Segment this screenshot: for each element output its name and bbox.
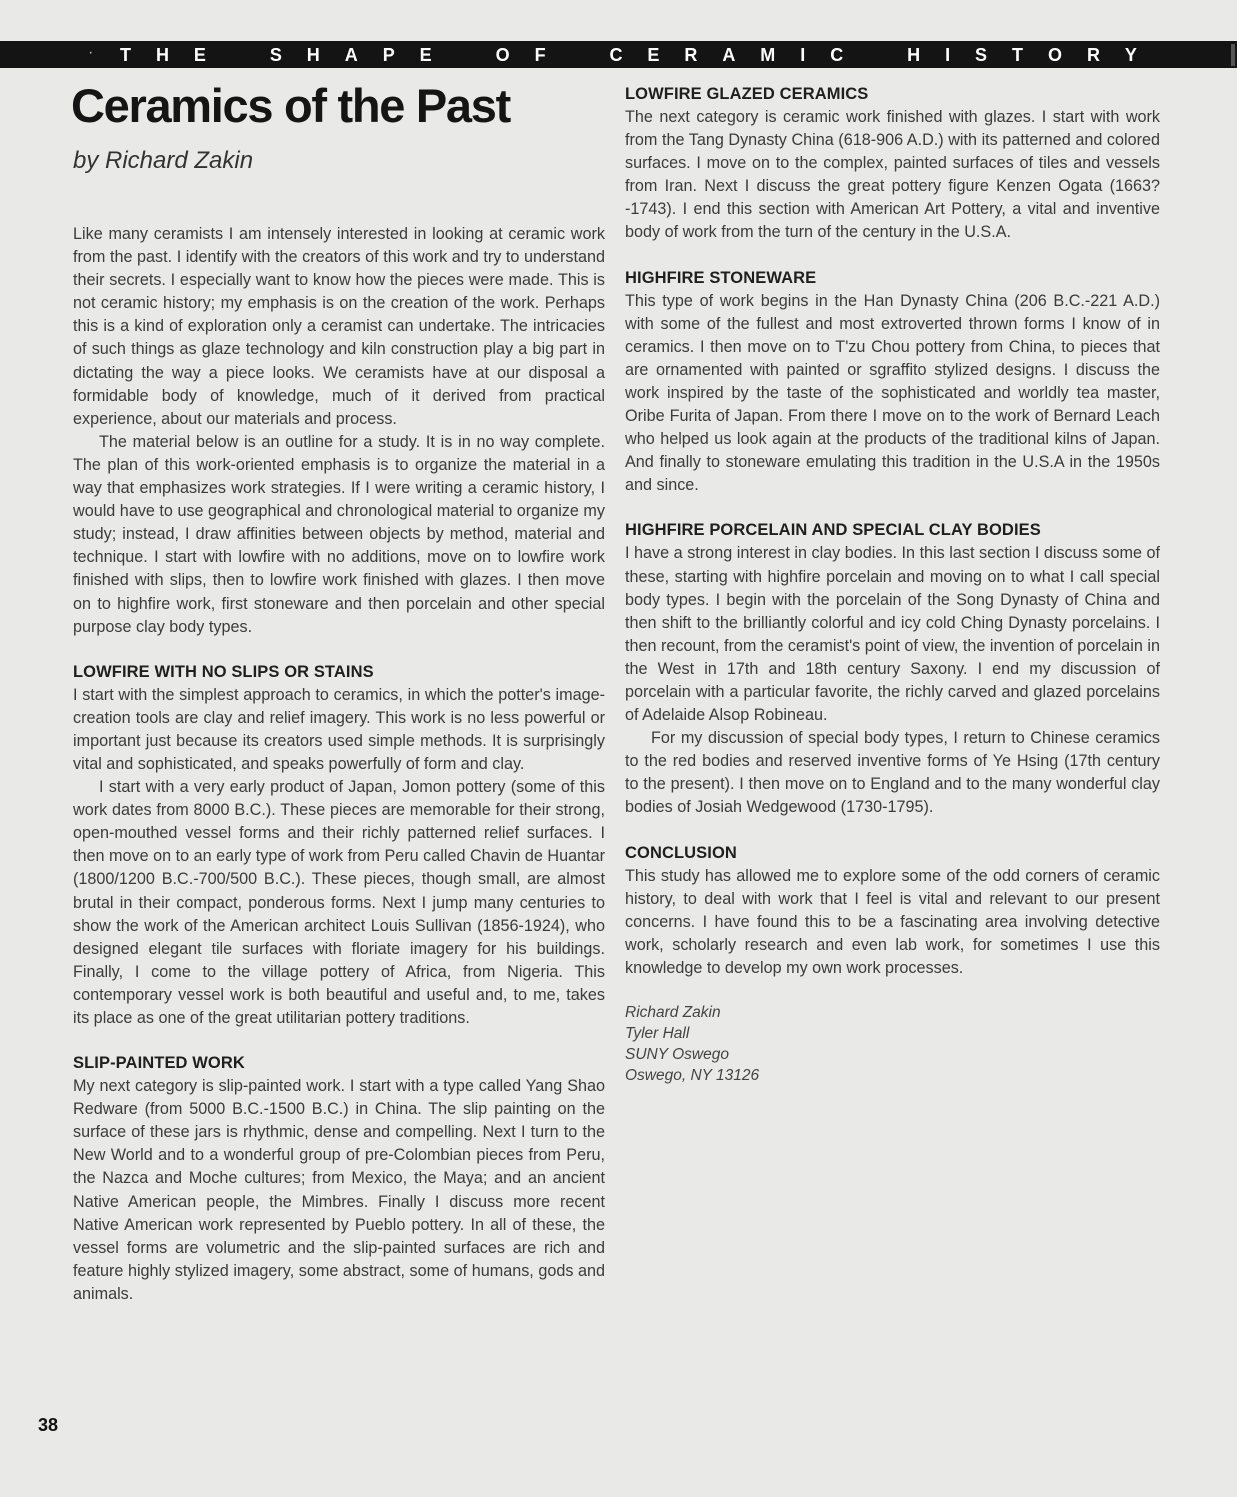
section-paragraph: This type of work begins in the Han Dynasty China (206 B.C.-221 A.D.) with some of the fullest and most extroverted thrown forms I know of in ceramics. I then move on to T'zu Chou pottery from China, to pieces that are ornamented with painted or sgraffito stylized designs. I discuss the work inspired by the taste of the sophisticated and worldly tea master, Oribe Furita of Japan. From there I move on to the work of Bernard Leach who helped us look again at the products of the traditional kilns of Japan. And finally to stoneware emulating this tradition in the U.S.A in the 1950s and since. bbox=[625, 291, 1160, 495]
section-paragraph: I have a strong interest in clay bodies. In this last section I discuss some of these, starting with highfire porcelain and moving on to what I call special body types. I begin with the porcelain of the Song Dynasty of China and then shift to the brilliantly colorful and icy cold Ching Dynasty porcelains. I then recount, from the ceramist's point of view, the invention of porcelain in the West in 17th and 18th century Saxony. I end my discussion of porcelain with a particular favorite, the richly carved and glazed porcelains of Adelaide Alsop Robineau. bbox=[625, 544, 1160, 725]
banner-title bbox=[120, 45, 1137, 65]
banner-letter: C bbox=[830, 45, 844, 65]
banner-letter: E bbox=[647, 45, 660, 65]
author-signature bbox=[625, 1002, 1160, 1086]
banner-letter: T bbox=[1012, 45, 1024, 65]
right-column bbox=[625, 83, 1160, 1086]
banner-letter: Y bbox=[1124, 45, 1137, 65]
section-lowfire-glazed bbox=[625, 83, 1160, 245]
banner-letter: S bbox=[975, 45, 988, 65]
section-heading: SLIP-PAINTED WORK bbox=[73, 1054, 245, 1073]
section-paragraph: This study has allowed me to explore some of the odd corners of ceramic history, to deal with work that I feel is vital and relevant to our present concerns. I have found this to be a fascinating area involving detective work, scholarly research and even lab work, for sometimes I use this knowledge to develop my own work processes. bbox=[625, 866, 1160, 977]
banner-letter: T bbox=[120, 45, 131, 65]
banner-letter: A bbox=[722, 45, 736, 65]
banner-letter: C bbox=[609, 45, 623, 65]
article-byline: by Richard Zakin bbox=[73, 147, 254, 174]
banner-letter: A bbox=[344, 45, 358, 65]
banner-word-gap bbox=[231, 45, 245, 65]
section-lowfire-no-slips bbox=[73, 661, 605, 1030]
banner-letter: E bbox=[193, 45, 206, 65]
section-highfire-stoneware bbox=[625, 267, 1160, 498]
section-heading: LOWFIRE GLAZED CERAMICS bbox=[625, 85, 869, 103]
banner-letter: R bbox=[684, 45, 698, 65]
banner-letter: R bbox=[1086, 45, 1100, 65]
banner-letter: I bbox=[800, 45, 806, 65]
signature-line: Oswego, NY 13126 bbox=[625, 1067, 760, 1084]
section-paragraph: I start with the simplest approach to ceramics, in which the potter's image-creation tools are clay and relief imagery. This work is no less powerful or important just because its creators used simple methods. It is surprisingly vital and sophisticated, and speaks powerfully of form and clay. bbox=[73, 685, 605, 773]
banner-letter: O bbox=[1047, 45, 1062, 65]
article-title: Ceramics of the Past bbox=[71, 79, 510, 132]
section-paragraph: I start with a very early product of Japan, Jomon pottery (some of this work dates from 8000 B.C.). These pieces are memorable for their strong, open-mouthed vessel forms and their richly patterned relief surfaces. I then move on to an early type of work from Peru called Chavin de Huantar (1800/1200 B.C.-700/500 B.C.). These pieces, though small, are almost brutal in their compact, ponderous forms. Next I jump many centuries to show the work of the American architect Louis Sullivan (1856-1924), who designed elegant tile surfaces with floriate imagery for his buildings. Finally, I come to the village pottery of Africa, from Nigeria. This contemporary vessel work is both beautiful and useful and, to me, takes its place as one of the great utilitarian pottery traditions. bbox=[73, 778, 605, 1027]
banner-letter: S bbox=[269, 45, 282, 65]
section-slip-painted bbox=[73, 1052, 605, 1306]
banner-letter: E bbox=[419, 45, 432, 65]
banner-dot: · bbox=[88, 44, 94, 61]
section-heading: CONCLUSION bbox=[625, 843, 737, 862]
banner-letter: P bbox=[382, 45, 395, 65]
section-highfire-porcelain bbox=[625, 519, 1160, 819]
section-heading: LOWFIRE WITH NO SLIPS OR STAINS bbox=[73, 662, 374, 681]
edge-mark bbox=[1231, 44, 1235, 66]
signature-line: Tyler Hall bbox=[625, 1025, 690, 1042]
banner-letter: F bbox=[534, 45, 546, 65]
banner-word-gap bbox=[457, 45, 471, 65]
section-heading: HIGHFIRE PORCELAIN AND SPECIAL CLAY BODIES bbox=[625, 521, 1041, 540]
section-conclusion bbox=[625, 842, 1160, 980]
left-column bbox=[73, 223, 605, 1306]
intro-paragraph: The material below is an outline for a study. It is in no way complete. The plan of this work-oriented emphasis is to organize the material in a way that emphasizes work strategies. If I were writing a ceramic history, I would have to use geographical and chronological material to organize my study; instead, I draw affinities between objects by method, material and technique. I start with lowfire with no additions, move on to lowfire work finished with slips, then to lowfire work finished with glazes. I then move on to highfire work, first stoneware and then porcelain and other special purpose clay body types. bbox=[73, 432, 605, 636]
banner-letter: H bbox=[306, 45, 320, 65]
signature-line: Richard Zakin bbox=[625, 1004, 721, 1021]
intro-paragraph: Like many ceramists I am intensely interested in looking at ceramic work from the past. I identify with the creators of this work and try to understand their secrets. I especially want to know how the pieces were made. This is not ceramic history; my emphasis is on the creation of the work. Perhaps this is a kind of exploration only a ceramist can undertake. The intricacies of such things as glaze technology and kiln construction play a big part in dictating the way a piece looks. We ceramists have at our disposal a formidable body of knowledge, much of it derived from practical experience, about our materials and process. bbox=[73, 225, 605, 428]
banner-letter: H bbox=[155, 45, 169, 65]
section-banner bbox=[0, 41, 1237, 68]
section-heading: HIGHFIRE STONEWARE bbox=[625, 268, 817, 287]
signature-line: SUNY Oswego bbox=[625, 1046, 729, 1063]
banner-letter: H bbox=[907, 45, 921, 65]
banner-letter: M bbox=[760, 45, 776, 65]
section-paragraph: My next category is slip-painted work. I start with a type called Yang Shao Redware (from 5000 B.C.-1500 B.C.) in China. The slip painting on the surface of these jars is rhythmic, dense and compelling. Next I turn to the New World and to a wonderful group of pre-Colombian pieces from Peru, the Nazca and Moche cultures; from Mexico, the Maya; and an ancient Native American people, the Mimbres. Finally I discuss more recent Native American work represented by Pueblo pottery. In all of these, the vessel forms are volumetric and the slip-painted surfaces are rich and feature highly stylized imagery, some abstract, some of humans, gods and animals. bbox=[73, 1077, 605, 1303]
page-number: 38 bbox=[38, 1415, 59, 1435]
section-paragraph: The next category is ceramic work finished with glazes. I start with work from the Tang Dynasty China (618-906 A.D.) with its patterned and colored surfaces. I move on to the complex, painted surfaces of tiles and vessels from Iran. Next I discuss the great pottery figure Kenzen Ogata (1663?-1743). I end this section with American Art Pottery, a vital and inventive body of work from the turn of the century in the U.S.A. bbox=[625, 108, 1160, 242]
section-paragraph: For my discussion of special body types, I return to Chinese ceramics to the red bodies and reserved inventive forms of Ye Hsing (17th century to the present). I then move on to England and to the many wonderful clay bodies of Josiah Wedgewood (1730-1795). bbox=[625, 729, 1160, 817]
banner-letter: O bbox=[495, 45, 510, 65]
banner-word-gap bbox=[571, 45, 585, 65]
banner-letter: I bbox=[945, 45, 951, 65]
banner-word-gap bbox=[868, 45, 882, 65]
